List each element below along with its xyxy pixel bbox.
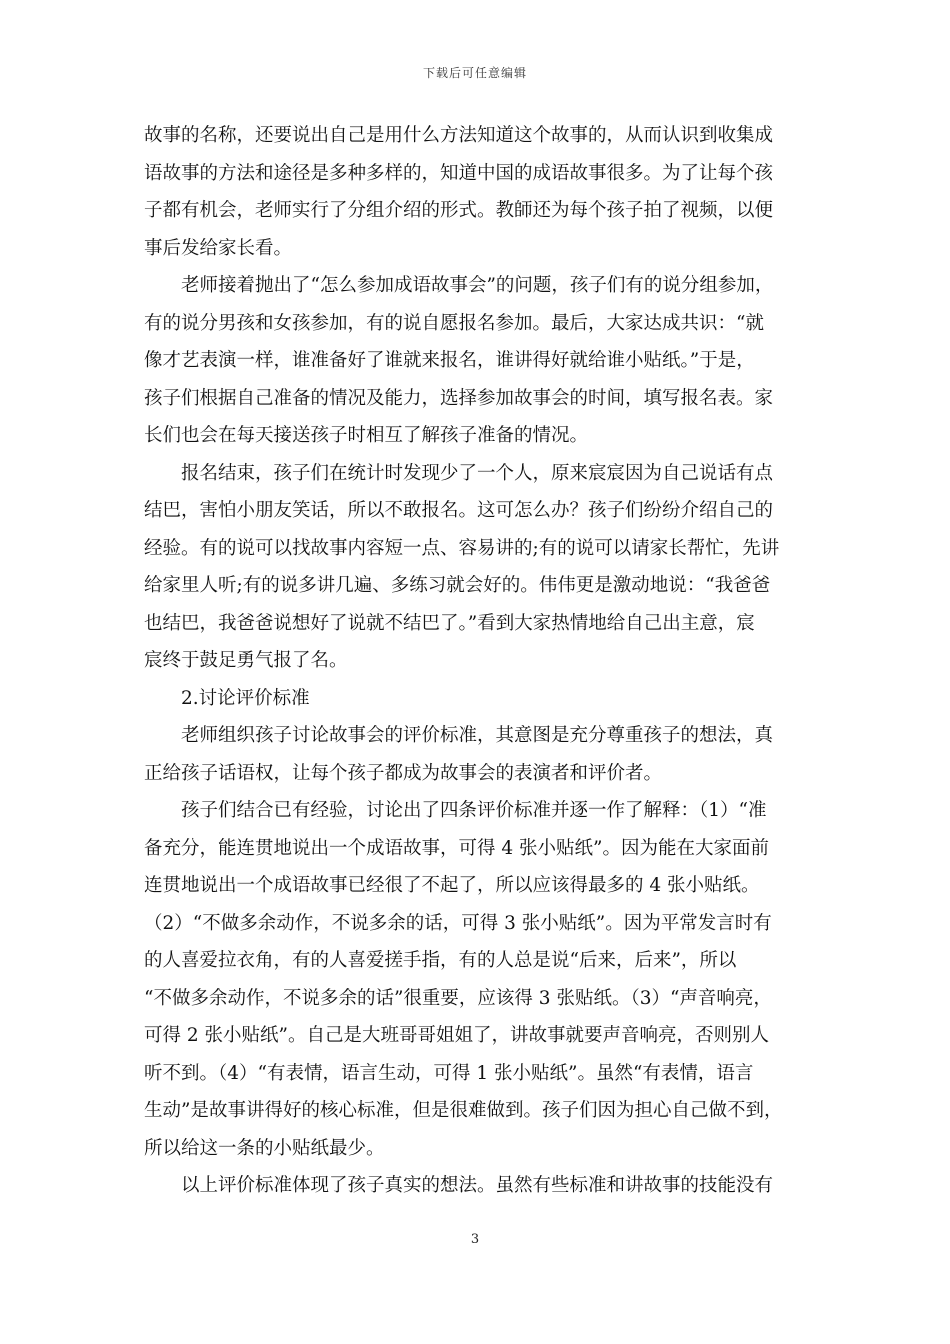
page-header: 下载后可任意编辑 [422,66,527,80]
page-number: 3 [470,1232,480,1247]
text-line: 备充分，能连贯地说出一个成语故事，可得 4 张小贴纸”。因为能在大家面前 [144,837,769,859]
text-line: “不做多余动作，不说多余的话”很重要，应该得 3 张贴纸。（3）“声音响亮， [144,987,772,1009]
section-heading: 2.讨论评价标准 [144,687,310,709]
text-line: 正给孩子话语权，让每个孩子都成为故事会的表演者和评价者。 [144,762,663,784]
text-line: 子都有机会，老师实行了分组介绍的形式。教師还为每个孩子拍了视频，以便 [144,200,774,221]
text-line: 生动”是故事讲得好的核心标准，但是很难做到。孩子们因为担心自己做不到， [144,1100,783,1121]
text-line: 孩子们结合已有经验，讨论出了四条评价标准并逐一作了解释：（1）“准 [144,800,767,821]
text-line: 可得 2 张小贴纸”。自己是大班哥哥姐姐了，讲故事就要声音响亮，否则别人 [144,1025,769,1046]
text-line: 老师接着抛出了“怎么参加成语故事会”的问题，孩子们有的说分组参加， [144,275,774,296]
text-line: 像才艺表演一样，谁准备好了谁就来报名，谁讲得好就给谁小贴纸。”于是， [144,350,755,371]
text-line: 经验。有的说可以找故事内容短一点、容易讲的;有的说可以请家长帮忙，先讲 [144,537,780,559]
text-line: 长们也会在每天接送孩子时相互了解孩子准备的情况。 [144,425,589,446]
text-line: 连贯地说出一个成语故事已经很了不起了，所以应该得最多的 4 张小贴纸。 [144,875,760,896]
text-line: 以上评价标准体现了孩子真实的想法。虽然有些标准和讲故事的技能没有 [144,1175,774,1196]
document-body [144,117,806,1205]
text-line: 语故事的方法和途径是多种多样的，知道中国的成语故事很多。为了让每个孩 [144,162,774,184]
text-line: 事后发给家长看。 [144,237,293,259]
text-line: （2）“不做多余动作，不说多余的话，可得 3 张小贴纸”。因为平常发言时有 [144,912,772,934]
text-line: 也结巴，我爸爸说想好了说就不结巴了。”看到大家热情地给自己出主意，宸 [144,612,755,634]
text-line: 孩子们根据自己准备的情况及能力，选择参加故事会的时间，填写报名表。家 [144,387,774,409]
text-line: 有的说分男孩和女孩参加，有的说自愿报名参加。最后，大家达成共识：“就 [144,312,764,334]
text-line: 所以给这一条的小贴纸最少。 [144,1137,385,1159]
text-line: 给家里人听;有的说多讲几遍、多练习就会好的。伟伟更是激动地说：“我爸爸 [144,575,771,596]
text-line: 听不到。（4）“有表情，语言生动，可得 1 张小贴纸”。虽然“有表情，语言 [144,1062,754,1084]
text-line: 报名结束，孩子们在统计时发现少了一个人，原来宸宸因为自己说话有点 [144,462,774,484]
text-line: 的人喜爱拉衣角，有的人喜爱搓手指，有的人总是说“后来，后来”，所以 [144,950,737,971]
text-line: 老师组织孩子讨论故事会的评价标准，其意图是充分尊重孩子的想法，真 [144,725,774,746]
text-line: 宸终于鼓足勇气报了名。 [144,650,348,671]
text-line: 结巴，害怕小朋友笑话，所以不敢报名。这可怎么办？孩子们纷纷介绍自己的 [144,500,774,521]
text-line: 故事的名称，还要说出自己是用什么方法知道这个故事的，从而认识到收集成 [144,125,774,146]
